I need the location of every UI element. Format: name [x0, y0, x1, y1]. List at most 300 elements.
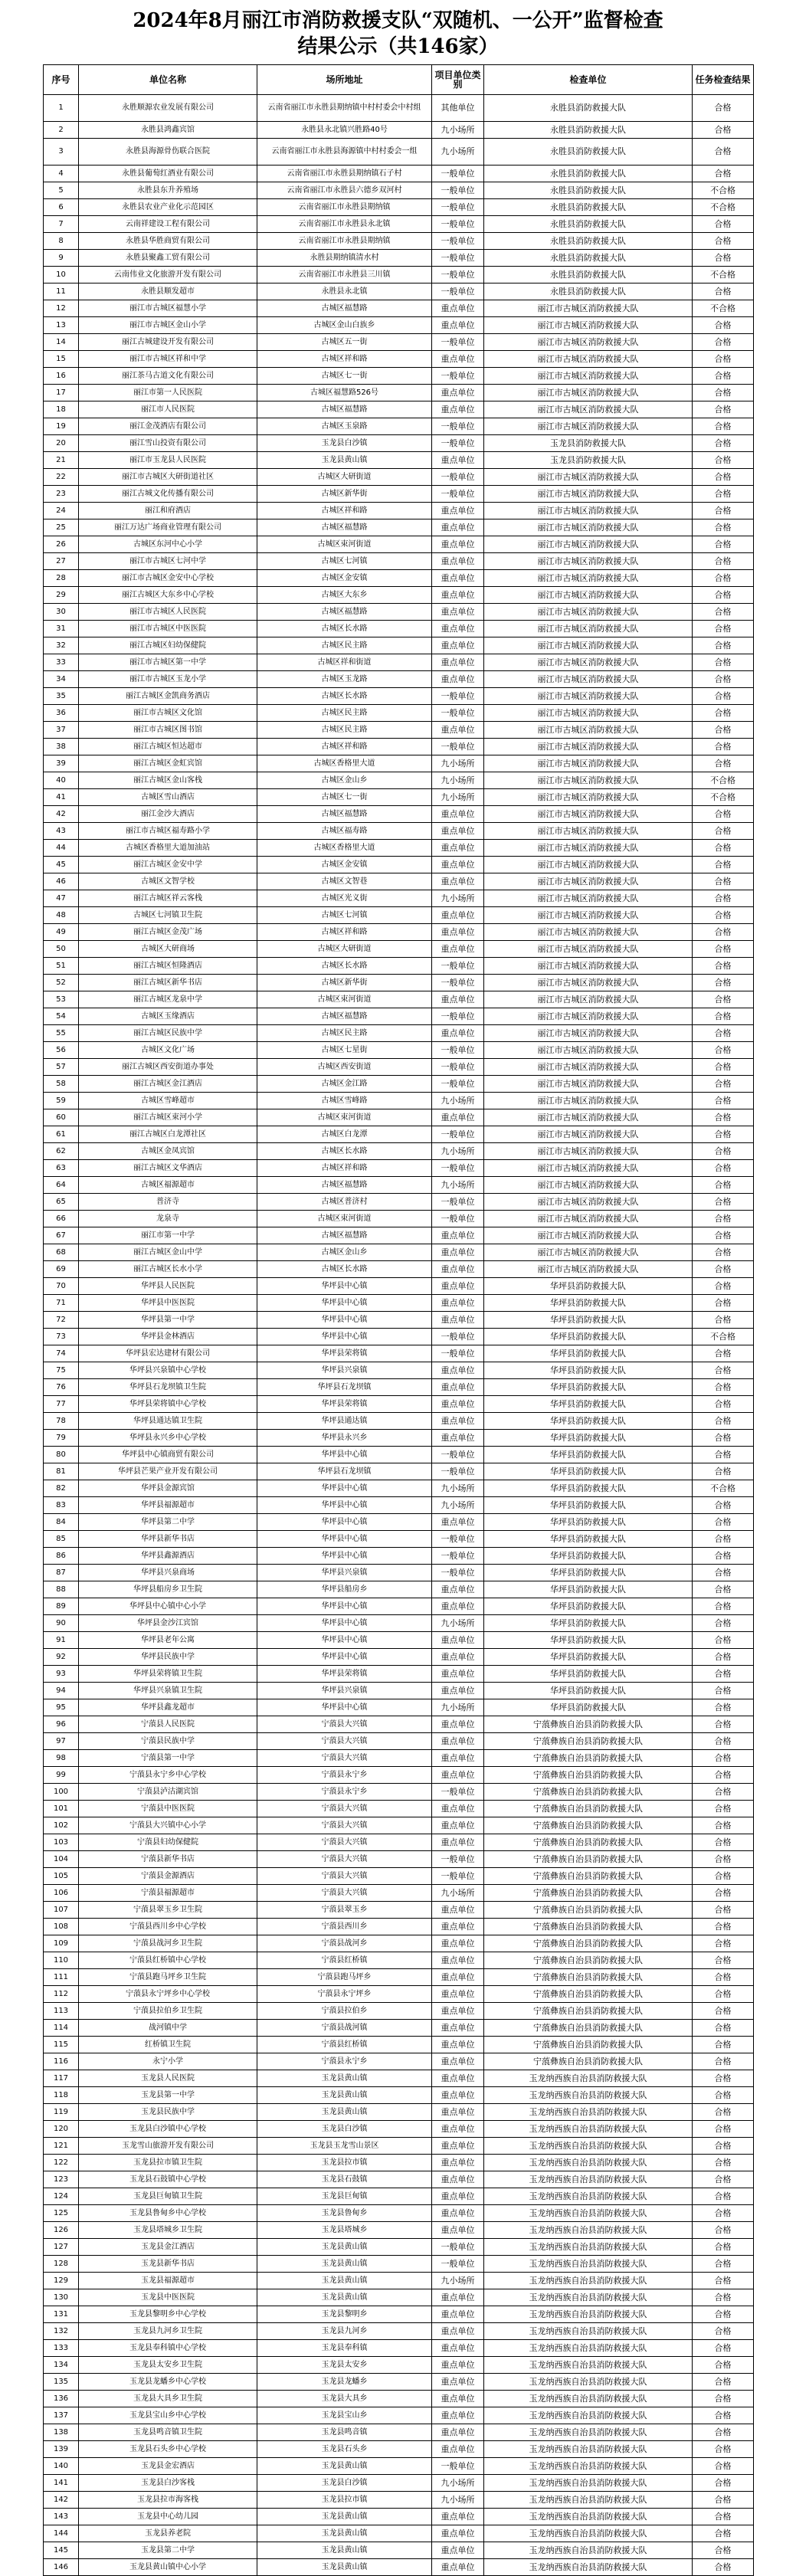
- table-row: [44, 1126, 754, 1143]
- cell-result: 合格: [693, 2171, 754, 2188]
- table-row: [44, 2239, 754, 2256]
- cell-index: 118: [44, 2087, 79, 2104]
- cell-result: 合格: [693, 739, 754, 755]
- cell-inspecting-unit: 玉龙纳西族自治县消防救援大队: [484, 2441, 693, 2458]
- cell-unit-name: 玉龙县中医医院: [79, 2289, 257, 2306]
- cell-index: 141: [44, 2475, 79, 2492]
- cell-inspecting-unit: 丽江市古城区消防救援大队: [484, 385, 693, 401]
- cell-address: 古城区束河街道: [257, 536, 432, 553]
- cell-result: 合格: [693, 1683, 754, 1699]
- cell-unit-name: 丽江金沙大酒店: [79, 806, 257, 823]
- cell-result: 合格: [693, 755, 754, 772]
- cell-unit-category: 九小场所: [432, 122, 484, 139]
- cell-inspecting-unit: 丽江市古城区消防救援大队: [484, 1008, 693, 1025]
- cell-inspecting-unit: 玉龙纳西族自治县消防救援大队: [484, 2340, 693, 2357]
- cell-inspecting-unit: 丽江市古城区消防救援大队: [484, 941, 693, 958]
- cell-unit-category: 重点单位: [432, 1952, 484, 1969]
- table-row: [44, 283, 754, 300]
- cell-address: 古城区福慧路: [257, 401, 432, 418]
- cell-unit-category: 重点单位: [432, 1919, 484, 1935]
- cell-result: 合格: [693, 1093, 754, 1109]
- cell-address: 华坪县中心镇: [257, 1649, 432, 1666]
- cell-unit-name: 古城区大研商场: [79, 941, 257, 958]
- cell-inspecting-unit: 丽江市古城区消防救援大队: [484, 823, 693, 840]
- cell-unit-category: 重点单位: [432, 1227, 484, 1244]
- cell-unit-category: 重点单位: [432, 2559, 484, 2576]
- cell-result: 合格: [693, 2020, 754, 2037]
- cell-inspecting-unit: 宁蒗彝族自治县消防救援大队: [484, 1767, 693, 1784]
- table-row: [44, 1598, 754, 1615]
- cell-unit-category: 一般单位: [432, 1076, 484, 1093]
- cell-inspecting-unit: 华坪县消防救援大队: [484, 1295, 693, 1312]
- table-row: [44, 772, 754, 789]
- cell-unit-category: 九小场所: [432, 1480, 484, 1497]
- cell-unit-name: 华坪县第一中学: [79, 1312, 257, 1329]
- cell-result: 合格: [693, 1666, 754, 1683]
- cell-unit-name: 云南伟业文化旅游开发有限公司: [79, 267, 257, 283]
- cell-result: 合格: [693, 1801, 754, 1817]
- cell-unit-name: 华坪县荣将镇中心学校: [79, 1396, 257, 1413]
- table-row: [44, 2542, 754, 2559]
- cell-unit-name: 玉龙县白沙镇中心学校: [79, 2121, 257, 2138]
- cell-unit-name: 玉龙县鸣音镇卫生院: [79, 2424, 257, 2441]
- cell-index: 11: [44, 283, 79, 300]
- cell-result: 合格: [693, 1699, 754, 1716]
- cell-index: 70: [44, 1278, 79, 1295]
- cell-inspecting-unit: 丽江市古城区消防救援大队: [484, 519, 693, 536]
- cell-result: 合格: [693, 654, 754, 671]
- cell-result: 合格: [693, 1598, 754, 1615]
- cell-index: 80: [44, 1447, 79, 1463]
- cell-unit-name: 红桥镇卫生院: [79, 2037, 257, 2053]
- cell-inspecting-unit: 玉龙纳西族自治县消防救援大队: [484, 2155, 693, 2171]
- cell-inspecting-unit: 华坪县消防救援大队: [484, 1278, 693, 1295]
- cell-index: 7: [44, 216, 79, 233]
- table-row: [44, 536, 754, 553]
- cell-address: 古城区祥和路: [257, 351, 432, 368]
- cell-result: 合格: [693, 840, 754, 857]
- cell-inspecting-unit: 华坪县消防救援大队: [484, 1497, 693, 1514]
- table-row: [44, 2340, 754, 2357]
- cell-index: 91: [44, 1632, 79, 1649]
- cell-index: 113: [44, 2003, 79, 2020]
- cell-inspecting-unit: 玉龙纳西族自治县消防救援大队: [484, 2222, 693, 2239]
- cell-unit-name: 丽江古城区金茂广场: [79, 924, 257, 941]
- cell-inspecting-unit: 华坪县消防救援大队: [484, 1649, 693, 1666]
- cell-index: 5: [44, 182, 79, 199]
- table-row: [44, 553, 754, 570]
- cell-unit-category: 重点单位: [432, 2104, 484, 2121]
- cell-index: 143: [44, 2509, 79, 2525]
- cell-inspecting-unit: 丽江市古城区消防救援大队: [484, 1244, 693, 1261]
- cell-unit-category: 一般单位: [432, 1329, 484, 1345]
- cell-inspecting-unit: 宁蒗彝族自治县消防救援大队: [484, 1851, 693, 1868]
- cell-address: 古城区祥和路: [257, 1160, 432, 1177]
- cell-result: 合格: [693, 722, 754, 739]
- cell-unit-name: 丽江古城区龙泉中学: [79, 991, 257, 1008]
- cell-unit-category: 重点单位: [432, 1109, 484, 1126]
- cell-unit-name: 华坪县芒果产业开发有限公司: [79, 1463, 257, 1480]
- cell-inspecting-unit: 玉龙纳西族自治县消防救援大队: [484, 2070, 693, 2087]
- cell-index: 122: [44, 2155, 79, 2171]
- table-row: [44, 2441, 754, 2458]
- cell-index: 129: [44, 2273, 79, 2289]
- cell-unit-name: 丽江古城区束河小学: [79, 1109, 257, 1126]
- cell-inspecting-unit: 丽江市古城区消防救援大队: [484, 772, 693, 789]
- cell-unit-category: 九小场所: [432, 1885, 484, 1902]
- cell-index: 58: [44, 1076, 79, 1093]
- cell-unit-category: 重点单位: [432, 1278, 484, 1295]
- cell-index: 78: [44, 1413, 79, 1430]
- cell-index: 105: [44, 1868, 79, 1885]
- cell-unit-category: 重点单位: [432, 806, 484, 823]
- cell-result: 合格: [693, 958, 754, 975]
- table-row: [44, 1699, 754, 1716]
- cell-inspecting-unit: 永胜县消防救援大队: [484, 250, 693, 267]
- cell-unit-category: 重点单位: [432, 553, 484, 570]
- table-row: [44, 2391, 754, 2407]
- cell-address: 古城区西安街道: [257, 1059, 432, 1076]
- cell-result: 合格: [693, 1143, 754, 1160]
- cell-unit-name: 丽江市古城区七河中学: [79, 553, 257, 570]
- cell-inspecting-unit: 宁蒗彝族自治县消防救援大队: [484, 1750, 693, 1767]
- cell-unit-category: 一般单位: [432, 1868, 484, 1885]
- cell-result: 合格: [693, 1362, 754, 1379]
- cell-unit-name: 丽江市玉龙县人民医院: [79, 452, 257, 469]
- cell-address: 玉龙县白沙镇: [257, 2121, 432, 2138]
- cell-result: 合格: [693, 1817, 754, 1834]
- cell-address: 宁蒗县大兴镇: [257, 1817, 432, 1834]
- table-row: [44, 1649, 754, 1666]
- cell-address: 宁蒗县大兴镇: [257, 1750, 432, 1767]
- cell-result: 不合格: [693, 182, 754, 199]
- cell-index: 38: [44, 739, 79, 755]
- cell-unit-name: 丽江古城区金凯商务酒店: [79, 688, 257, 705]
- cell-address: 玉龙县白沙镇: [257, 435, 432, 452]
- cell-unit-name: 华坪县鑫龙超市: [79, 1699, 257, 1716]
- cell-address: 古城区福慧路526号: [257, 385, 432, 401]
- cell-inspecting-unit: 丽江市古城区消防救援大队: [484, 755, 693, 772]
- cell-inspecting-unit: 丽江市古城区消防救援大队: [484, 570, 693, 587]
- cell-index: 144: [44, 2525, 79, 2542]
- cell-inspecting-unit: 华坪县消防救援大队: [484, 1565, 693, 1581]
- cell-unit-name: 玉龙县民族中学: [79, 2104, 257, 2121]
- cell-unit-name: 古城区七河镇卫生院: [79, 907, 257, 924]
- cell-address: 古城区金安镇: [257, 857, 432, 873]
- cell-address: 玉龙县黄山镇: [257, 2273, 432, 2289]
- cell-address: 玉龙县太安乡: [257, 2357, 432, 2374]
- cell-result: 合格: [693, 1463, 754, 1480]
- cell-result: 合格: [693, 122, 754, 139]
- cell-inspecting-unit: 玉龙纳西族自治县消防救援大队: [484, 2525, 693, 2542]
- cell-inspecting-unit: 丽江市古城区消防救援大队: [484, 334, 693, 351]
- cell-unit-name: 玉龙县新华书店: [79, 2256, 257, 2273]
- cell-address: 华坪县永兴乡: [257, 1430, 432, 1447]
- cell-inspecting-unit: 丽江市古城区消防救援大队: [484, 857, 693, 873]
- cell-inspecting-unit: 宁蒗彝族自治县消防救援大队: [484, 1902, 693, 1919]
- cell-unit-name: 宁蒗县民族中学: [79, 1733, 257, 1750]
- cell-unit-category: 重点单位: [432, 570, 484, 587]
- table-row: [44, 1952, 754, 1969]
- cell-unit-name: 丽江古城区民族中学: [79, 1025, 257, 1042]
- cell-unit-name: 丽江古城区祥云客栈: [79, 890, 257, 907]
- cell-inspecting-unit: 宁蒗彝族自治县消防救援大队: [484, 1919, 693, 1935]
- cell-inspecting-unit: 永胜县消防救援大队: [484, 95, 693, 122]
- cell-unit-category: 重点单位: [432, 317, 484, 334]
- cell-unit-name: 古城区文智学校: [79, 873, 257, 890]
- cell-unit-name: 华坪县人民医院: [79, 1278, 257, 1295]
- cell-result: 合格: [693, 1211, 754, 1227]
- cell-unit-name: 华坪县通达镇卫生院: [79, 1413, 257, 1430]
- cell-inspecting-unit: 华坪县消防救援大队: [484, 1683, 693, 1699]
- cell-address: 古城区七星街: [257, 1042, 432, 1059]
- cell-unit-category: 重点单位: [432, 671, 484, 688]
- cell-address: 云南省丽江市永胜县期纳镇石子村: [257, 166, 432, 182]
- cell-result: 合格: [693, 1750, 754, 1767]
- cell-index: 40: [44, 772, 79, 789]
- cell-unit-category: 重点单位: [432, 1396, 484, 1413]
- cell-address: 古城区香格里大道: [257, 755, 432, 772]
- cell-unit-name: 宁蒗县第一中学: [79, 1750, 257, 1767]
- cell-unit-category: 重点单位: [432, 654, 484, 671]
- table-row: [44, 1362, 754, 1379]
- cell-inspecting-unit: 永胜县消防救援大队: [484, 139, 693, 166]
- cell-address: 古城区新华街: [257, 975, 432, 991]
- cell-unit-name: 宁蒗县永宁乡中心学校: [79, 1767, 257, 1784]
- cell-result: 合格: [693, 250, 754, 267]
- cell-unit-category: 重点单位: [432, 2407, 484, 2424]
- cell-result: 合格: [693, 1345, 754, 1362]
- cell-index: 98: [44, 1750, 79, 1767]
- cell-inspecting-unit: 宁蒗彝族自治县消防救援大队: [484, 1885, 693, 1902]
- cell-result: 合格: [693, 368, 754, 385]
- cell-unit-category: 一般单位: [432, 250, 484, 267]
- header-inspecting-unit: 检查单位: [484, 65, 693, 95]
- cell-unit-category: 一般单位: [432, 216, 484, 233]
- cell-result: 合格: [693, 1919, 754, 1935]
- cell-index: 53: [44, 991, 79, 1008]
- cell-index: 81: [44, 1463, 79, 1480]
- cell-index: 97: [44, 1733, 79, 1750]
- cell-result: 合格: [693, 2374, 754, 2391]
- cell-address: 宁蒗县翠玉乡: [257, 1902, 432, 1919]
- cell-inspecting-unit: 华坪县消防救援大队: [484, 1514, 693, 1531]
- cell-result: 不合格: [693, 199, 754, 216]
- cell-result: 合格: [693, 1733, 754, 1750]
- cell-address: 玉龙县白沙镇: [257, 2475, 432, 2492]
- cell-unit-category: 一般单位: [432, 435, 484, 452]
- table-row: [44, 469, 754, 486]
- cell-unit-category: 重点单位: [432, 2374, 484, 2391]
- cell-inspecting-unit: 玉龙纳西族自治县消防救援大队: [484, 2374, 693, 2391]
- cell-address: 古城区祥和街道: [257, 654, 432, 671]
- cell-unit-name: 永胜县鸿鑫宾馆: [79, 122, 257, 139]
- cell-unit-category: 一般单位: [432, 1531, 484, 1548]
- cell-unit-category: 重点单位: [432, 2222, 484, 2239]
- table-row: [44, 823, 754, 840]
- cell-unit-category: 重点单位: [432, 587, 484, 604]
- cell-unit-name: 宁蒗县金源酒店: [79, 1868, 257, 1885]
- cell-index: 130: [44, 2289, 79, 2306]
- cell-unit-category: 一般单位: [432, 2239, 484, 2256]
- cell-address: 玉龙县黄山镇: [257, 2525, 432, 2542]
- cell-unit-category: 一般单位: [432, 1126, 484, 1143]
- cell-address: 宁蒗县永宁坪乡: [257, 1986, 432, 2003]
- cell-result: 合格: [693, 1952, 754, 1969]
- cell-inspecting-unit: 丽江市古城区消防救援大队: [484, 1160, 693, 1177]
- cell-index: 62: [44, 1143, 79, 1160]
- table-row: [44, 1463, 754, 1480]
- cell-inspecting-unit: 丽江市古城区消防救援大队: [484, 1093, 693, 1109]
- cell-unit-name: 宁蒗县永宁坪乡中心学校: [79, 1986, 257, 2003]
- cell-address: 宁蒗县永宁乡: [257, 1767, 432, 1784]
- cell-address: 玉龙县奉科镇: [257, 2340, 432, 2357]
- cell-unit-category: 一般单位: [432, 958, 484, 975]
- table-row: [44, 95, 754, 122]
- cell-index: 68: [44, 1244, 79, 1261]
- table-row: [44, 654, 754, 671]
- cell-unit-name: 古城区雪山酒店: [79, 789, 257, 806]
- cell-result: 合格: [693, 2239, 754, 2256]
- cell-unit-category: 重点单位: [432, 2205, 484, 2222]
- cell-index: 138: [44, 2424, 79, 2441]
- cell-address: 华坪县中心镇: [257, 1632, 432, 1649]
- cell-inspecting-unit: 丽江市古城区消防救援大队: [484, 1126, 693, 1143]
- cell-inspecting-unit: 宁蒗彝族自治县消防救援大队: [484, 1716, 693, 1733]
- cell-address: 古城区民主路: [257, 705, 432, 722]
- cell-inspecting-unit: 永胜县消防救援大队: [484, 283, 693, 300]
- cell-unit-name: 丽江市古城区图书馆: [79, 722, 257, 739]
- cell-result: 合格: [693, 435, 754, 452]
- cell-result: 合格: [693, 139, 754, 166]
- cell-index: 120: [44, 2121, 79, 2138]
- cell-index: 1: [44, 95, 79, 122]
- table-row: [44, 1211, 754, 1227]
- cell-unit-name: 华坪县民族中学: [79, 1649, 257, 1666]
- table-row: [44, 2475, 754, 2492]
- cell-index: 29: [44, 587, 79, 604]
- table-row: [44, 1565, 754, 1581]
- cell-address: 宁蒗县跑马坪乡: [257, 1969, 432, 1986]
- cell-unit-name: 玉龙县福源超市: [79, 2273, 257, 2289]
- cell-result: 合格: [693, 1295, 754, 1312]
- table-row: [44, 1312, 754, 1329]
- cell-address: 玉龙县石头乡: [257, 2441, 432, 2458]
- cell-result: 合格: [693, 1278, 754, 1295]
- cell-address: 古城区普济村: [257, 1194, 432, 1211]
- cell-index: 60: [44, 1109, 79, 1126]
- cell-result: 合格: [693, 351, 754, 368]
- cell-index: 22: [44, 469, 79, 486]
- cell-unit-category: 一般单位: [432, 1345, 484, 1362]
- cell-address: 玉龙县黄山镇: [257, 2104, 432, 2121]
- cell-inspecting-unit: 宁蒗彝族自治县消防救援大队: [484, 1784, 693, 1801]
- cell-address: 华坪县兴泉镇: [257, 1565, 432, 1581]
- cell-inspecting-unit: 丽江市古城区消防救援大队: [484, 300, 693, 317]
- table-row: [44, 907, 754, 924]
- cell-result: 合格: [693, 1514, 754, 1531]
- cell-index: 4: [44, 166, 79, 182]
- table-row: [44, 122, 754, 139]
- cell-unit-category: 一般单位: [432, 1211, 484, 1227]
- cell-unit-name: 宁蒗县西川乡中心学校: [79, 1919, 257, 1935]
- cell-unit-category: 重点单位: [432, 2087, 484, 2104]
- cell-result: 合格: [693, 1447, 754, 1463]
- cell-inspecting-unit: 华坪县消防救援大队: [484, 1413, 693, 1430]
- cell-unit-category: 一般单位: [432, 486, 484, 503]
- cell-inspecting-unit: 丽江市古城区消防救援大队: [484, 975, 693, 991]
- cell-inspecting-unit: 宁蒗彝族自治县消防救援大队: [484, 1834, 693, 1851]
- cell-unit-name: 丽江万达广场商业管理有限公司: [79, 519, 257, 536]
- cell-index: 114: [44, 2020, 79, 2037]
- cell-index: 55: [44, 1025, 79, 1042]
- cell-unit-category: 一般单位: [432, 688, 484, 705]
- table-row: [44, 705, 754, 722]
- cell-inspecting-unit: 华坪县消防救援大队: [484, 1480, 693, 1497]
- cell-index: 66: [44, 1211, 79, 1227]
- cell-address: 玉龙县拉市镇: [257, 2155, 432, 2171]
- cell-unit-name: 丽江古城区恒隆酒店: [79, 958, 257, 975]
- cell-result: 合格: [693, 2222, 754, 2239]
- cell-result: 合格: [693, 2323, 754, 2340]
- cell-address: 华坪县中心镇: [257, 1295, 432, 1312]
- cell-inspecting-unit: 永胜县消防救援大队: [484, 267, 693, 283]
- cell-unit-category: 重点单位: [432, 637, 484, 654]
- cell-inspecting-unit: 丽江市古城区消防救援大队: [484, 486, 693, 503]
- cell-unit-name: 华坪县石龙坝镇卫生院: [79, 1379, 257, 1396]
- table-row: [44, 166, 754, 182]
- cell-unit-name: 玉龙县塔城乡卫生院: [79, 2222, 257, 2239]
- cell-index: 126: [44, 2222, 79, 2239]
- cell-result: 合格: [693, 1413, 754, 1430]
- cell-index: 100: [44, 1784, 79, 1801]
- cell-result: 合格: [693, 553, 754, 570]
- table-row: [44, 1750, 754, 1767]
- cell-index: 109: [44, 1935, 79, 1952]
- cell-result: 合格: [693, 1008, 754, 1025]
- cell-inspecting-unit: 丽江市古城区消防救援大队: [484, 1059, 693, 1076]
- table-row: [44, 182, 754, 199]
- cell-inspecting-unit: 永胜县消防救援大队: [484, 122, 693, 139]
- cell-result: 合格: [693, 2458, 754, 2475]
- cell-unit-category: 重点单位: [432, 1514, 484, 1531]
- cell-inspecting-unit: 华坪县消防救援大队: [484, 1430, 693, 1447]
- cell-inspecting-unit: 玉龙纳西族自治县消防救援大队: [484, 2188, 693, 2205]
- cell-address: 古城区七河镇: [257, 907, 432, 924]
- cell-address: 玉龙县黄山镇: [257, 452, 432, 469]
- cell-unit-category: 重点单位: [432, 2138, 484, 2155]
- cell-address: 华坪县中心镇: [257, 1329, 432, 1345]
- cell-index: 131: [44, 2306, 79, 2323]
- cell-unit-name: 永胜县聚鑫工贸有限公司: [79, 250, 257, 267]
- cell-unit-name: 华坪县鑫源酒店: [79, 1548, 257, 1565]
- cell-inspecting-unit: 华坪县消防救援大队: [484, 1699, 693, 1716]
- cell-result: 合格: [693, 1632, 754, 1649]
- cell-unit-name: 华坪县福源超市: [79, 1497, 257, 1514]
- cell-index: 46: [44, 873, 79, 890]
- cell-index: 45: [44, 857, 79, 873]
- cell-unit-name: 华坪县金沙江宾馆: [79, 1615, 257, 1632]
- cell-address: 玉龙县鲁甸乡: [257, 2205, 432, 2222]
- cell-inspecting-unit: 玉龙纳西族自治县消防救援大队: [484, 2138, 693, 2155]
- cell-unit-category: 九小场所: [432, 1497, 484, 1514]
- cell-unit-category: 重点单位: [432, 385, 484, 401]
- cell-unit-name: 玉龙县第一中学: [79, 2087, 257, 2104]
- table-row: [44, 267, 754, 283]
- table-row: [44, 671, 754, 688]
- cell-index: 36: [44, 705, 79, 722]
- cell-unit-name: 丽江市第一人民医院: [79, 385, 257, 401]
